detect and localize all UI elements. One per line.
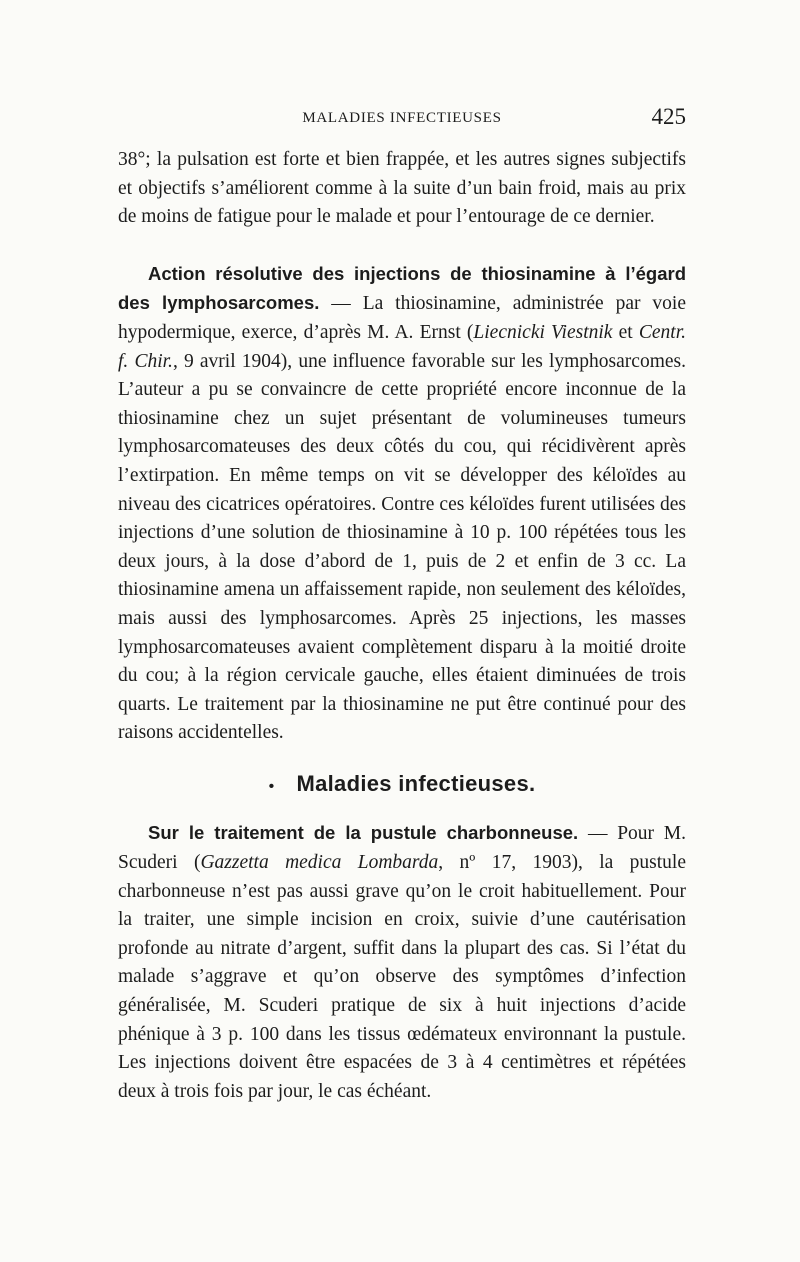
paragraph-text: , 9 avril 1904), une influence favorable sur les lymphosarcomes. L’auteur a pu se convaincre de cette propriété encore inconnue de la thiosinamine chez un sujet présentant de volumineuses tumeurs lymphosarcomateuses des deux côtés du cou, qui récidivèrent après l’extirpation. En même temps on vit se développer des kéloïdes au niveau des cicatrices opératoires. Contre ces kéloïdes furent utilisées des injections d’une solution de thiosinamine à 10 p. 100 répétées tous les deux jours, à la dose d’abord de 1, puis de 2 et enfin de 3 cc. La thiosinamine amena un affaissement rapide, non seulement des kéloïdes, mais aussi des lymphosarcomes. Après 25 injections, les masses lymphosarcomateuses avaient complètement disparu à la moitié droite du cou; à la région cervicale gauche, elles étaient diminuées de trois quarts. Le traitement par la thiosinamine ne put être continué pour des raisons accidentelles. bbox=[118, 350, 686, 744]
paragraph-text: — Pour M. Scuderi ( bbox=[118, 823, 686, 874]
citation-journal: Gazzetta medica Lombarda bbox=[200, 852, 439, 874]
citation-journal: Centr. f. Chir. bbox=[118, 321, 686, 372]
paragraph-heading: Action résolutive des injections de thiosinamine à l’égard des lymphosarcomes. bbox=[118, 262, 686, 314]
running-head: MALADIES INFECTIEUSES bbox=[302, 110, 502, 126]
section-title-text: Maladies infectieuses. bbox=[296, 770, 536, 796]
paragraph-heading: Sur le traitement de la pustule charbonneuse. bbox=[148, 822, 579, 844]
paragraph-text: , nº 17, 1903), la pustule charbonneuse n’est pas aussi grave qu’on le croit habituellement. Pour la traiter, une simple incision en croix, suivie d’une cautérisation profonde au nitrate d’argent, suffit dans la plupart des cas. Si l’état du malade s’aggrave et qu’on observe des symptômes d’infection généralisée, M. Scuderi pratique de six à huit injections d’acide phénique à 3 p. 100 dans les tissus œdémateux environnant la pustule. Les injections doivent être espacées de 3 à 4 centimètres et répétées deux à trois fois par jour, le cas échéant. bbox=[118, 852, 686, 1102]
section-bullet: • bbox=[268, 777, 275, 795]
section-title bbox=[118, 770, 686, 802]
paragraph-thiosinamine bbox=[118, 260, 686, 748]
paragraph-pustule bbox=[118, 819, 686, 1106]
citation-journal: Liecnicki Viestnik bbox=[473, 321, 613, 343]
body-text bbox=[118, 146, 686, 1106]
page-header bbox=[118, 104, 686, 134]
paragraph-continuation: 38°; la pulsation est forte et bien frappée, et les autres signes subjectifs et objectifs s’améliorent comme à la suite d’un bain froid, mais au prix de moins de fatigue pour le malade et pour l’entourage de ce dernier. bbox=[118, 149, 686, 228]
paragraph-text: — La thiosinamine, administrée par voie hypodermique, exerce, d’après M. A. Ernst ( bbox=[118, 293, 686, 343]
page-number: 425 bbox=[651, 104, 686, 129]
paragraph-text: et bbox=[612, 321, 639, 343]
